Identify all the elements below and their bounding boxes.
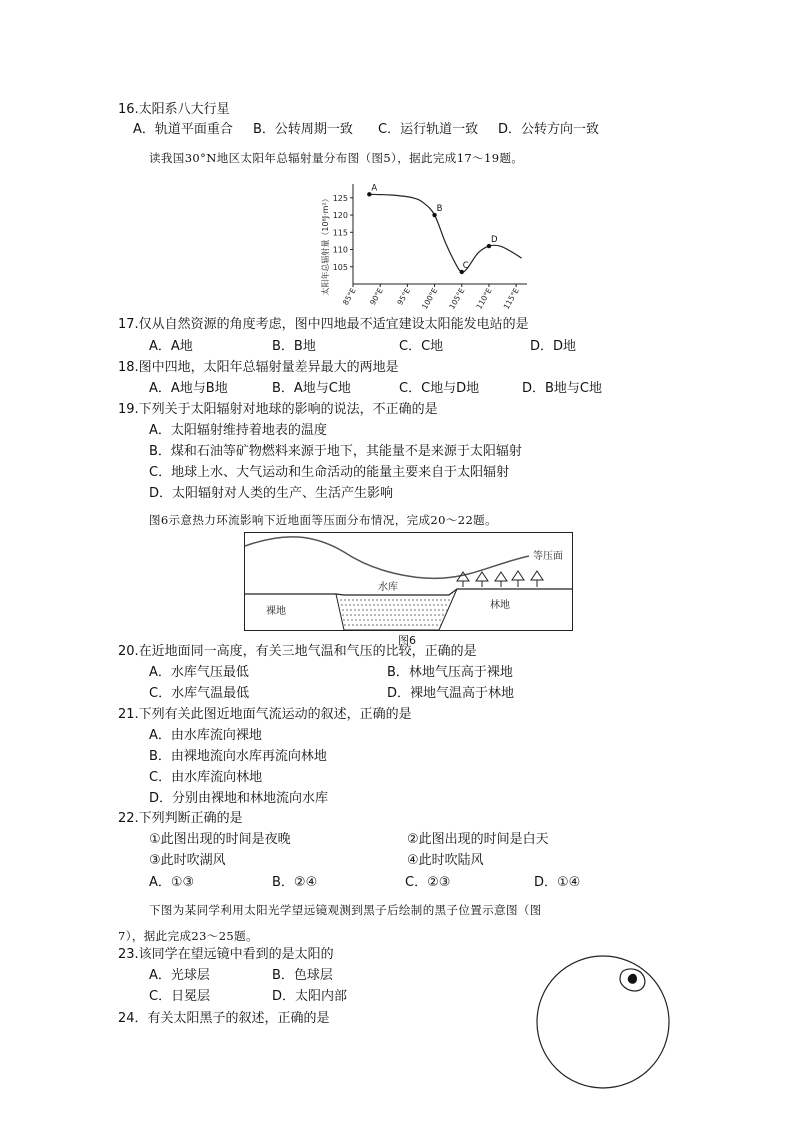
y-tick-label: 105	[332, 262, 348, 272]
q18-option-d: D．B地与C地	[522, 381, 603, 396]
q22-option-a: A．①③	[149, 875, 195, 890]
y-tick-label: 110	[332, 245, 348, 255]
q22-item-4: ④此时吹陆风	[407, 853, 484, 868]
q20-option-d: D．裸地气温高于林地	[387, 686, 515, 701]
q16-option-c: C．运行轨道一致	[378, 122, 479, 137]
figure-6-caption: 图6	[398, 634, 416, 647]
y-tick-label: 120	[332, 211, 348, 221]
q21-option-b: B．由裸地流向水库再流向林地	[149, 749, 327, 764]
q22-item-2: ②此图出现的时间是白天	[407, 832, 549, 847]
q17-option-a: A．A地	[149, 339, 193, 354]
radiation-curve	[369, 194, 521, 272]
q19-option-c: C．地球上水、大气运动和生命活动的能量主要来自于太阳辐射	[149, 465, 510, 480]
q21-option-a: A．由水库流向裸地	[149, 728, 262, 743]
q17-option-c: C．C地	[399, 339, 444, 354]
x-tick-label: 85°E	[340, 286, 358, 307]
q21-stem: 21.下列有关此图近地面气流运动的叙述，正确的是	[118, 707, 412, 722]
point-label-b: B	[436, 204, 443, 215]
q22-item-1: ①此图出现的时间是夜晚	[149, 832, 291, 847]
q19-option-b: B．煤和石油等矿物燃料来源于地下，其能量不是来源于太阳辐射	[149, 444, 522, 459]
q22-option-d: D．①④	[534, 875, 581, 890]
x-tick-label: 100°E	[420, 286, 440, 311]
figure-5-chart	[315, 180, 535, 315]
q21-option-d: D．分别由裸地和林地流向水库	[149, 791, 329, 806]
q18-option-c: C．C地与D地	[399, 381, 480, 396]
q18-option-b: B．A地与C地	[272, 381, 351, 396]
q23-option-b: B．色球层	[272, 968, 333, 983]
x-tick-label: 110°E	[474, 286, 494, 311]
q19-stem: 19.下列关于太阳辐射对地球的影响的说法，不正确的是	[118, 402, 438, 417]
q22-option-c: C．②③	[405, 875, 451, 890]
q18-option-a: A．A地与B地	[149, 381, 228, 396]
point-label-a: A	[371, 183, 378, 194]
q21-option-c: C．由水库流向林地	[149, 770, 263, 785]
figure-6-diagram	[244, 532, 574, 632]
reservoir-label: 水库	[378, 582, 398, 593]
q16-option-d: D．公转方向一致	[498, 122, 600, 137]
bare-land-label: 裸地	[266, 606, 286, 617]
x-tick-label: 90°E	[368, 286, 385, 307]
q16-stem: 16.太阳系八大行星	[118, 102, 230, 117]
intro-23-25-line1: 下图为某同学利用太阳光学望远镜观测到黑子后绘制的黑子位置示意图（图	[149, 903, 542, 917]
x-tick-label: 105°E	[447, 286, 467, 311]
chart-ylabel: 太阳年总辐射量（10⁸J·m²）	[321, 194, 330, 296]
q22-stem: 22.下列判断正确的是	[118, 811, 243, 826]
q19-option-a: A．太阳辐射维持着地表的温度	[149, 423, 327, 438]
q23-option-d: D．太阳内部	[272, 989, 348, 1004]
isobar-label: 等压面	[533, 551, 563, 562]
x-tick-label: 115°E	[501, 286, 521, 311]
q17-option-b: B．B地	[272, 339, 316, 354]
figure-6-frame	[245, 533, 573, 631]
q23-option-a: A．光球层	[149, 968, 210, 983]
q16-option-b: B．公转周期一致	[253, 122, 353, 137]
q24-stem: 24．有关太阳黑子的叙述，正确的是	[118, 1011, 330, 1026]
y-tick-label: 115	[332, 228, 348, 238]
intro-17-19: 读我国30°N地区太阳年总辐射量分布图（图5），据此完成17～19题。	[149, 151, 524, 165]
intro-23-25-line2: 7），据此完成23～25题。	[118, 929, 258, 943]
q17-option-d: D．D地	[530, 339, 577, 354]
q20-option-b: B．林地气压高于裸地	[387, 665, 513, 680]
q20-stem: 20.在近地面同一高度，有关三地气温和气压的比较，正确的是	[118, 644, 477, 659]
q22-option-b: B．②④	[272, 875, 318, 890]
q20-option-c: C．水库气温最低	[149, 686, 250, 701]
q16-option-a: A．轨道平面重合	[133, 122, 233, 137]
intro-20-22: 图6示意热力环流影响下近地面等压面分布情况，完成20～22题。	[149, 513, 497, 527]
sun-disk-outline	[537, 956, 669, 1088]
y-tick-label: 125	[332, 193, 348, 203]
q22-item-3: ③此时吹湖风	[149, 853, 226, 868]
q23-stem: 23.该同学在望远镜中看到的是太阳的	[118, 947, 334, 962]
q23-option-c: C．日冕层	[149, 989, 211, 1004]
point-label-d: D	[490, 235, 498, 246]
q17-stem: 17.仅从自然资源的角度考虑，图中四地最不适宜建设太阳能发电站的是	[118, 317, 529, 332]
q19-option-d: D．太阳辐射对人类的生产、生活产生影响	[149, 486, 394, 501]
point-label-c: C	[462, 260, 469, 271]
q18-stem: 18.图中四地，太阳年总辐射量差异最大的两地是	[118, 360, 399, 375]
figure-7-sun-disk	[534, 953, 674, 1093]
q20-option-a: A．水库气压最低	[149, 665, 249, 680]
forest-label: 林地	[490, 600, 510, 611]
x-tick-label: 95°E	[395, 286, 413, 307]
